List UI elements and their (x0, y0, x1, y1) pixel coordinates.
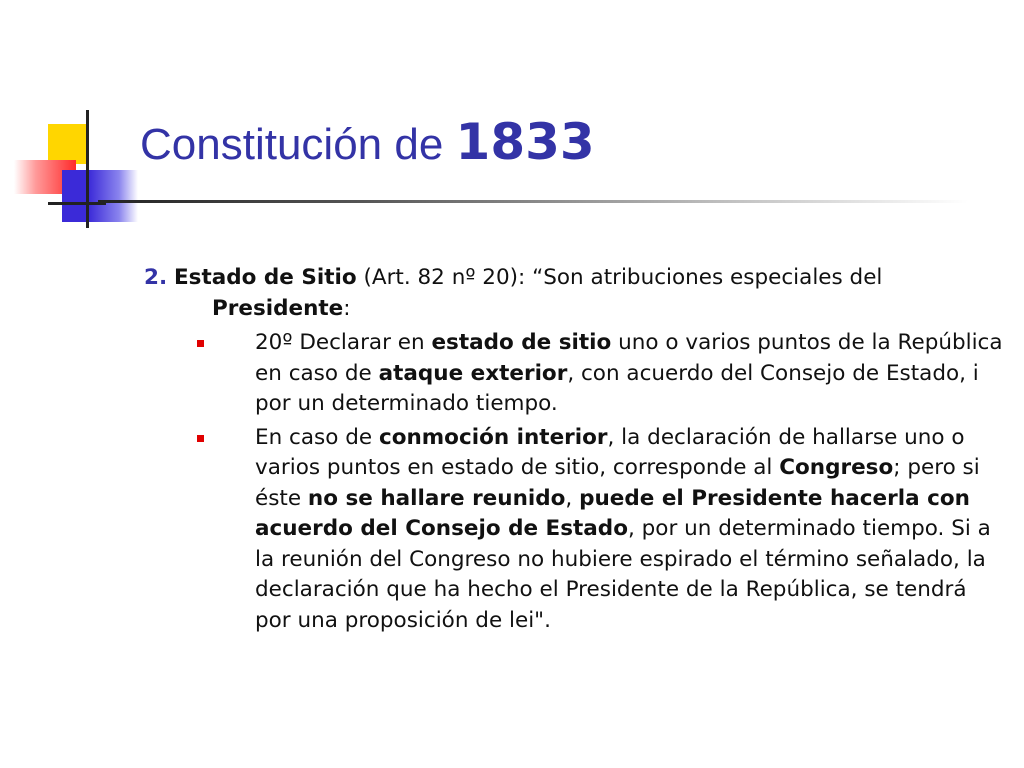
title-text: Constitución de (140, 120, 444, 169)
blue-square (62, 170, 138, 222)
intro-colon: : (343, 295, 351, 321)
slide-title (140, 112, 595, 175)
yellow-square (48, 124, 88, 164)
bullet2-text-5: , por un determinado tiempo. Si a la reunión del Congreso no hubiere espirado el término señalado, la declaración que ha hecho el Presidente de la República, se tendrá por una proposición de lei". (255, 516, 991, 633)
item-number: 2. (144, 265, 168, 290)
decorative-squares-logo (0, 0, 140, 240)
bullet1-bold-1: estado de sitio (431, 330, 612, 355)
list-item (144, 423, 1004, 637)
bullet2-bold-1: conmoción interior (378, 424, 608, 450)
title-year: 1833 (455, 113, 595, 171)
bullet2-text-3: ; pero si éste (255, 455, 980, 511)
intro-bold-estado-de-sitio: Estado de Sitio (173, 265, 357, 290)
logo-vertical-line (86, 110, 89, 228)
bullet1-text-2: uno o varios puntos de la República en caso de (255, 330, 1003, 386)
intro-text: (Art. 82 nº 20): “Son atribuciones especiales del (356, 265, 883, 290)
bullet2-text-4: , (565, 485, 580, 511)
bullet2-text-2: , la declaración de hallarse uno o varios puntos en estado de sitio, corresponde al (255, 424, 965, 480)
bullet2-text-1: En caso de (255, 424, 379, 450)
title-underline (98, 200, 968, 203)
bullet2-bold-2: Congreso (779, 455, 894, 480)
intro-bold-presidente: Presidente (212, 295, 344, 321)
bullet2-bold-4: puede el Presidente hacerla con acuerdo del Consejo de Estado (255, 485, 970, 541)
intro-paragraph (144, 263, 1004, 324)
bullet1-text-3: , con acuerdo del Consejo de Estado, i por un determinado tiempo. (255, 360, 979, 416)
bullet-list (144, 328, 1004, 636)
bullet-square-icon (197, 435, 204, 442)
bullet1-bold-2: ataque exterior (378, 360, 568, 386)
bullet-square-icon (197, 340, 204, 347)
slide-body (144, 263, 1004, 639)
bullet2-bold-3: no se hallare reunido (307, 485, 566, 511)
bullet1-text-1: 20º Declarar en (255, 330, 432, 355)
list-item (144, 328, 1004, 420)
